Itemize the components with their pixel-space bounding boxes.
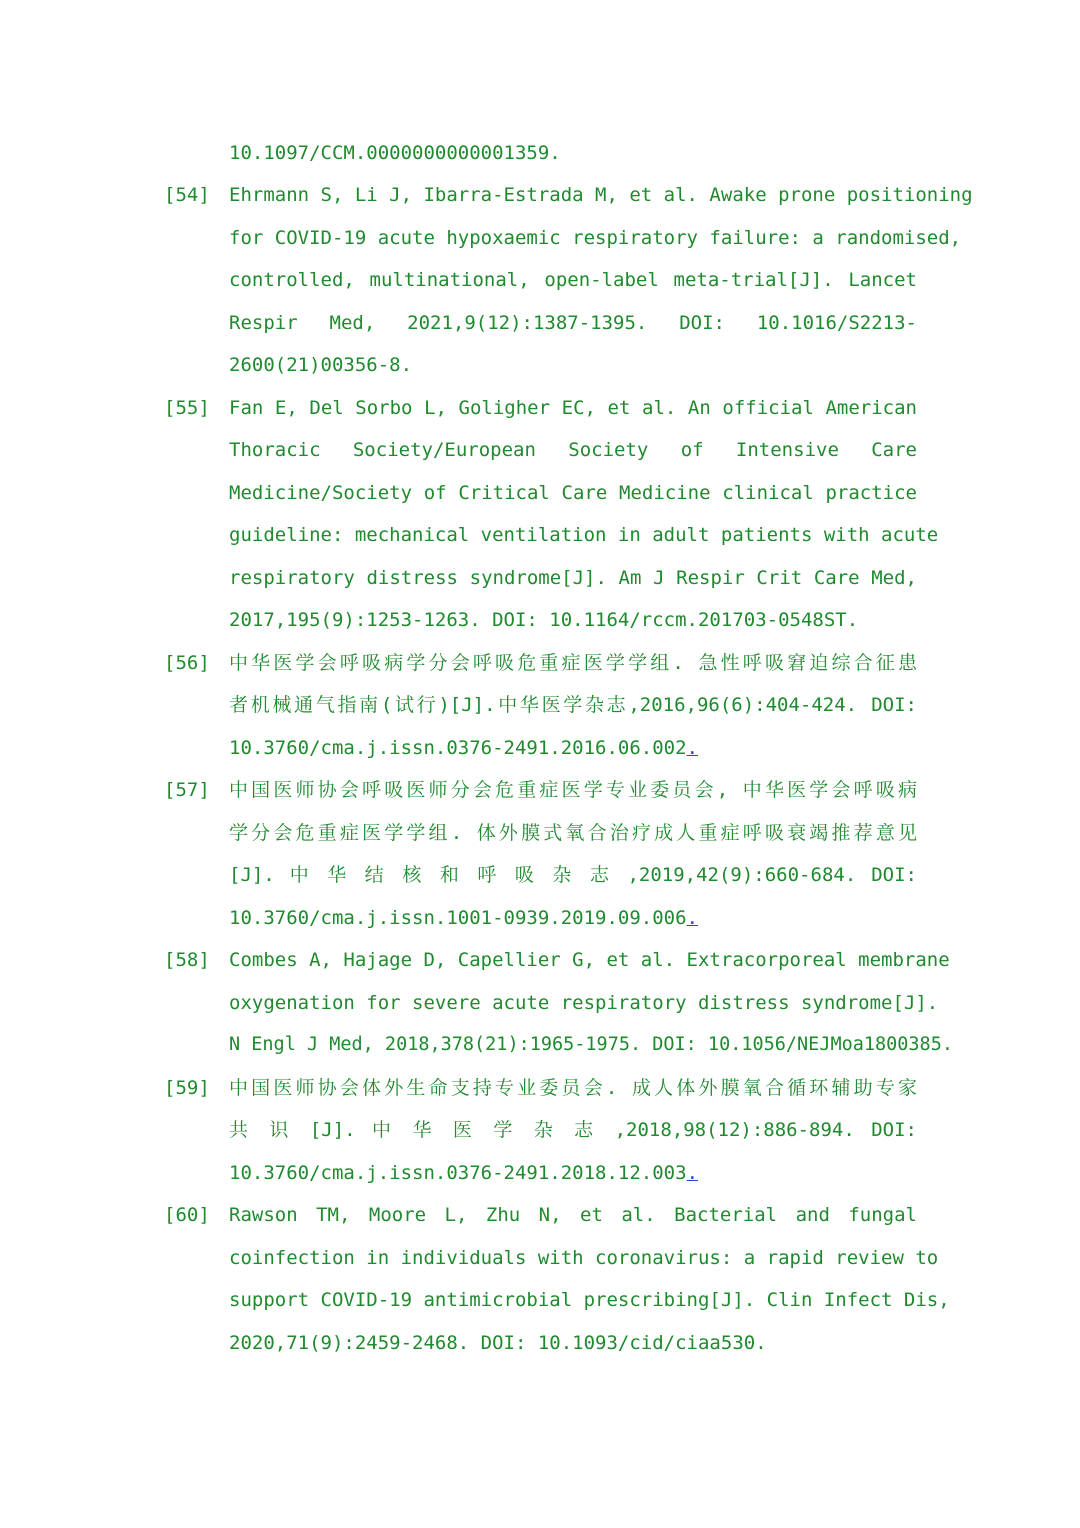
reference-number: [57] xyxy=(164,779,210,801)
reference-line: Respir Med, 2021,9(12):1387-1395. DOI: 10.1016/S2213- xyxy=(229,312,917,334)
reference-line: [J]. 中 华 结 核 和 呼 吸 杂 志 ,2019,42(9):660-684. DOI: xyxy=(229,864,917,886)
reference-line: support COVID-19 antimicrobial prescribing[J]. Clin Infect Dis, xyxy=(229,1289,950,1311)
reference-line: 中华医学会呼吸病学分会呼吸危重症医学学组. 急性呼吸窘迫综合征患 xyxy=(229,652,917,674)
reference-line: for COVID-19 acute hypoxaemic respiratory failure: a randomised, xyxy=(229,227,962,249)
reference-number: [60] xyxy=(164,1204,210,1226)
reference-line: Medicine/Society of Critical Care Medicine clinical practice xyxy=(229,482,917,504)
reference-number: [54] xyxy=(164,184,210,206)
reference-doi-link[interactable]: 10.3760/cma.j.issn.1001-0939.2019.09.006. xyxy=(229,907,699,929)
doi-link-tail[interactable]: . xyxy=(686,737,699,759)
reference-line: 者机械通气指南(试行)[J].中华医学杂志,2016,96(6):404-424. DOI: xyxy=(229,694,917,716)
reference-line: 2017,195(9):1253-1263. DOI: 10.1164/rccm.201703-0548ST. xyxy=(229,609,859,631)
reference-number: [56] xyxy=(164,652,210,674)
reference-line: 2020,71(9):2459-2468. DOI: 10.1093/cid/ciaa530. xyxy=(229,1332,767,1354)
reference-number: [59] xyxy=(164,1077,210,1099)
reference-line: coinfection in individuals with coronavirus: a rapid review to xyxy=(229,1247,939,1269)
reference-line: oxygenation for severe acute respiratory distress syndrome[J]. xyxy=(229,992,939,1014)
reference-line: 10.1097/CCM.0000000000001359. xyxy=(229,142,561,164)
reference-line: Rawson TM, Moore L, Zhu N, et al. Bacterial and fungal xyxy=(229,1204,917,1226)
doi-link-tail[interactable]: . xyxy=(686,1162,699,1184)
reference-line: 中国医师协会呼吸医师分会危重症医学专业委员会, 中华医学会呼吸病 xyxy=(229,779,917,801)
reference-doi-link[interactable]: 10.3760/cma.j.issn.0376-2491.2016.06.002. xyxy=(229,737,699,759)
reference-line: controlled, multinational, open-label meta-trial[J]. Lancet xyxy=(229,269,917,291)
reference-line: Ehrmann S, Li J, Ibarra-Estrada M, et al. Awake prone positioning xyxy=(229,184,973,206)
reference-number: [58] xyxy=(164,949,210,971)
reference-number: [55] xyxy=(164,397,210,419)
reference-line: 学分会危重症医学学组. 体外膜式氧合治疗成人重症呼吸衰竭推荐意见 xyxy=(229,822,917,844)
reference-line: respiratory distress syndrome[J]. Am J Respir Crit Care Med, xyxy=(229,567,917,589)
reference-line: Fan E, Del Sorbo L, Goligher EC, et al. An official American xyxy=(229,397,917,419)
reference-line: 2600(21)00356-8. xyxy=(229,354,413,376)
reference-line: 中国医师协会体外生命支持专业委员会. 成人体外膜氧合循环辅助专家 xyxy=(229,1077,917,1099)
reference-doi-link[interactable]: 10.3760/cma.j.issn.0376-2491.2018.12.003. xyxy=(229,1162,699,1184)
reference-line: Combes A, Hajage D, Capellier G, et al. Extracorporeal membrane xyxy=(229,949,950,971)
reference-line: guideline: mechanical ventilation in adult patients with acute xyxy=(229,524,939,546)
reference-line: Thoracic Society/European Society of Intensive Care xyxy=(229,439,917,461)
reference-line: N Engl J Med, 2018,378(21):1965-1975. DOI: 10.1056/NEJMoa1800385. xyxy=(229,1034,953,1055)
reference-line: 共 识 [J]. 中 华 医 学 杂 志 ,2018,98(12):886-894. DOI: xyxy=(229,1119,917,1141)
doi-link-tail[interactable]: . xyxy=(686,907,699,929)
